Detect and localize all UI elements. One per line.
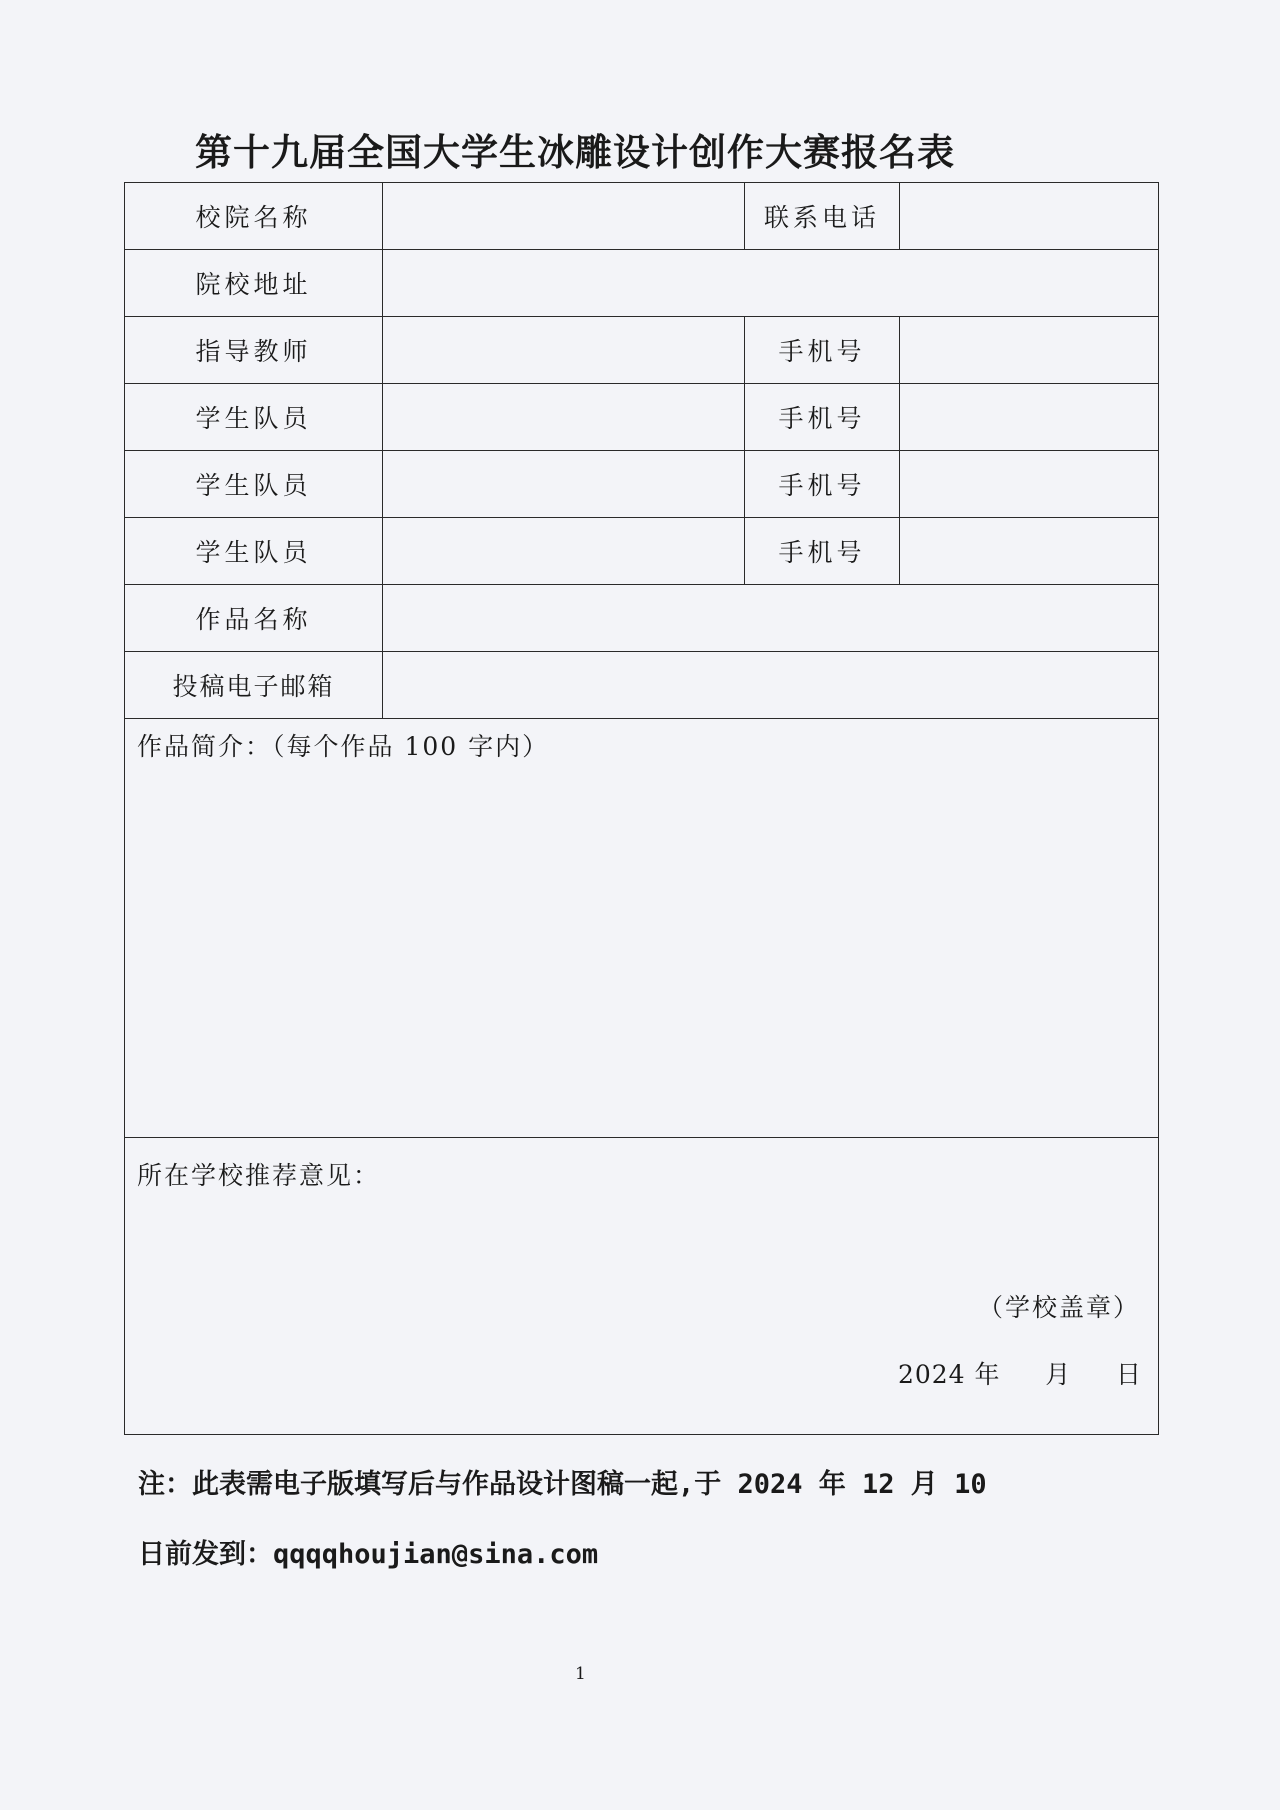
- school-address-label: 院校地址: [125, 250, 383, 317]
- student-1-label: 学生队员: [125, 384, 383, 451]
- row-intro: [125, 719, 1159, 1138]
- page-number: 1: [575, 1664, 586, 1684]
- intro-label: 作品简介：（每个作品 100 字内）: [137, 732, 550, 761]
- school-seal-label: （学校盖章）: [977, 1293, 1140, 1322]
- row-student-3: [125, 518, 1159, 585]
- school-name-field[interactable]: [383, 183, 745, 250]
- date-line: 2024 年 月 日: [897, 1360, 1142, 1389]
- row-advisor: [125, 317, 1159, 384]
- note-line-2: 日前发到：qqqqhoujian@sina.com: [138, 1539, 599, 1570]
- student-2-mobile-field[interactable]: [900, 451, 1159, 518]
- recommendation-field[interactable]: [125, 1138, 1159, 1435]
- work-name-label: 作品名称: [125, 585, 383, 652]
- student-1-mobile-label: 手机号: [745, 384, 900, 451]
- row-school-address: [125, 250, 1159, 317]
- email-label: 投稿电子邮箱: [125, 652, 383, 719]
- school-name-label: 校院名称: [125, 183, 383, 250]
- intro-field[interactable]: [125, 719, 1159, 1138]
- page-title: 第十九届全国大学生冰雕设计创作大赛报名表: [195, 130, 955, 174]
- row-work-name: [125, 585, 1159, 652]
- row-email: [125, 652, 1159, 719]
- row-student-1: [125, 384, 1159, 451]
- student-1-field[interactable]: [383, 384, 745, 451]
- registration-table: [124, 182, 1159, 1435]
- student-3-mobile-field[interactable]: [900, 518, 1159, 585]
- advisor-mobile-field[interactable]: [900, 317, 1159, 384]
- student-2-label: 学生队员: [125, 451, 383, 518]
- row-student-2: [125, 451, 1159, 518]
- contact-phone-label: 联系电话: [745, 183, 900, 250]
- recommendation-label: 所在学校推荐意见：: [137, 1161, 381, 1190]
- student-3-label: 学生队员: [125, 518, 383, 585]
- email-field[interactable]: [383, 652, 1159, 719]
- contact-phone-field[interactable]: [900, 183, 1159, 250]
- advisor-label: 指导教师: [125, 317, 383, 384]
- advisor-field[interactable]: [383, 317, 745, 384]
- row-recommendation: [125, 1138, 1159, 1435]
- student-3-field[interactable]: [383, 518, 745, 585]
- student-3-mobile-label: 手机号: [745, 518, 900, 585]
- student-2-field[interactable]: [383, 451, 745, 518]
- student-2-mobile-label: 手机号: [745, 451, 900, 518]
- student-1-mobile-field[interactable]: [900, 384, 1159, 451]
- advisor-mobile-label: 手机号: [745, 317, 900, 384]
- row-school-name: [125, 183, 1159, 250]
- note-line-1: 注：此表需电子版填写后与作品设计图稿一起,于 2024 年 12 月 10: [138, 1469, 987, 1500]
- school-address-field[interactable]: [383, 250, 1159, 317]
- work-name-field[interactable]: [383, 585, 1159, 652]
